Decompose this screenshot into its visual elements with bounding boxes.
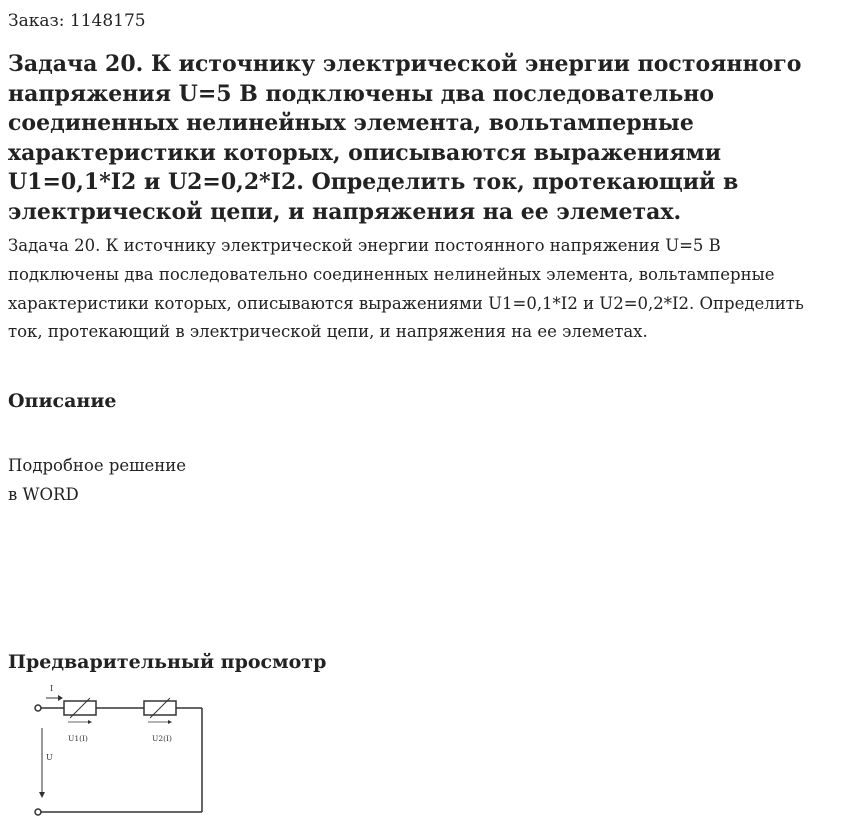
element-1-label: U1(I) [68,734,88,743]
description-body [8,451,186,509]
element-1-arrowhead-icon [88,720,92,724]
task-text: Задача 20. К источнику электрической энергии постоянного напряжения U=5 В подключены два последовательно соединенных нелинейных элемента, вольтамперные характеристики которых, описываются выражениями U1=0,1*I2 и U2=0,2*I2. Определить ток, протекающий в электрической цепи, и напряжения на ее элеметах. [8,236,804,342]
element-2-arrowhead-icon [168,720,172,724]
description-line-2: в WORD [8,485,79,504]
voltage-arrowhead-icon [39,792,45,798]
description-line-1: Подробное решение [8,456,187,475]
current-label: I [50,684,54,693]
terminal-bottom [35,809,41,815]
terminal-top [35,705,41,711]
description-heading: Описание [8,390,117,412]
task-title: Задача 20. К источнику электрической энергии постоянного напряжения U=5 В подключены два последовательно соединенных нелинейных элемента, вольтамперные характеристики которых, описываются выражениями U1=0,1*I2 и U2=0,2*I2. Определить ток, протекающий в электрической цепи, и напряжения на ее элеметах. [8,51,802,225]
preview-heading: Предварительный просмотр [8,651,327,673]
order-number: Заказ: 1148175 [8,11,146,31]
element-2-label: U2(I) [152,734,172,743]
preview-image [26,680,206,830]
circuit-diagram [26,680,206,830]
current-arrowhead-icon [58,695,63,701]
source-voltage-label: U [46,753,53,762]
